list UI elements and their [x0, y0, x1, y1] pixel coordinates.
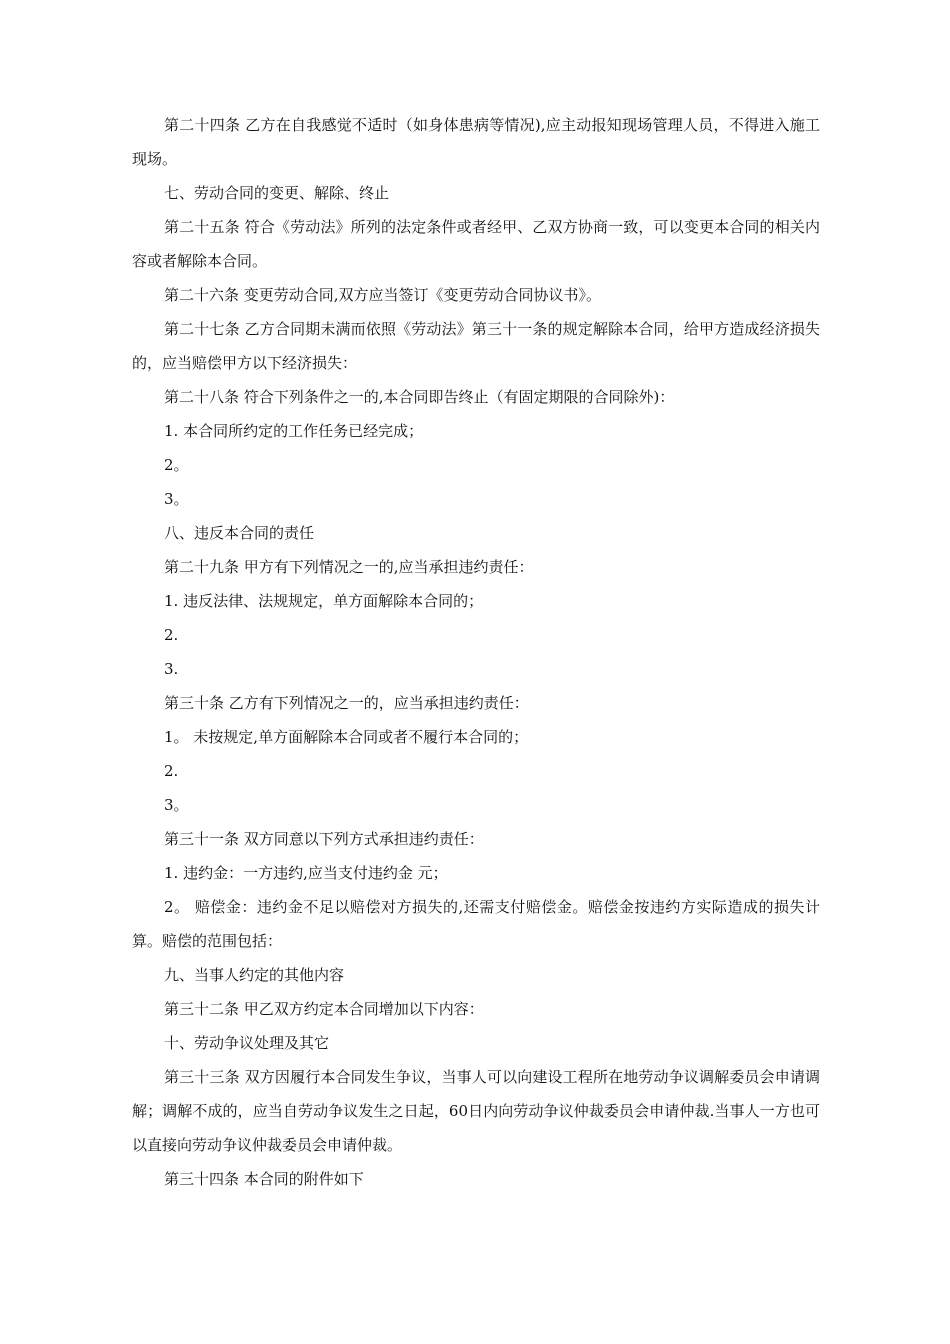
article-30-item-1: 1。 未按规定,单方面解除本合同或者不履行本合同的；	[164, 728, 529, 746]
article-34: 第三十四条 本合同的附件如下	[164, 1170, 364, 1188]
article-32: 第三十二条 甲乙双方约定本合同增加以下内容：	[164, 1000, 484, 1018]
article-28: 第二十八条 符合下列条件之一的,本合同即告终止（有固定期限的合同除外)：	[164, 388, 675, 406]
section-10-heading: 十、劳动争议处理及其它	[164, 1034, 330, 1052]
article-30: 第三十条 乙方有下列情况之一的，应当承担违约责任：	[164, 694, 529, 712]
article-29-item-1: 1. 违反法律、法规规定，单方面解除本合同的；	[164, 592, 484, 610]
article-33: 第三十三条 双方因履行本合同发生争议，当事人可以向建设工程所在地劳动争议调解委员会申请调解；调解不成的，应当自劳动争议发生之日起，60日内向劳动争议仲裁委员会申请仲裁.当事人一方也可以直接向劳动争议仲裁委员会申请仲裁。	[132, 1068, 820, 1154]
article-28-item-3: 3。	[164, 490, 189, 508]
article-29-item-2: 2.	[164, 626, 179, 644]
article-25: 第二十五条 符合《劳动法》所列的法定条件或者经甲、乙双方协商一致，可以变更本合同的相关内容或者解除本合同。	[132, 218, 820, 270]
article-31-item-1: 1. 违约金：一方违约,应当支付违约金 元；	[164, 864, 448, 882]
section-7-heading: 七、劳动合同的变更、解除、终止	[164, 184, 390, 202]
article-24: 第二十四条 乙方在自我感觉不适时（如身体患病等情况),应主动报知现场管理人员，不得进入施工现场。	[132, 116, 820, 168]
article-31: 第三十一条 双方同意以下列方式承担违约责任：	[164, 830, 484, 848]
article-29-item-3: 3.	[164, 660, 179, 678]
article-26: 第二十六条 变更劳动合同,双方应当签订《变更劳动合同协议书》。	[164, 286, 602, 304]
section-9-heading: 九、当事人约定的其他内容	[164, 966, 345, 984]
article-27: 第二十七条 乙方合同期未满而依照《劳动法》第三十一条的规定解除本合同，给甲方造成经济损失的，应当赔偿甲方以下经济损失：	[132, 320, 820, 372]
section-8-heading: 八、违反本合同的责任	[164, 524, 315, 542]
article-30-item-3: 3。	[164, 796, 189, 814]
article-31-item-2: 2。 赔偿金：违约金不足以赔偿对方损失的,还需支付赔偿金。赔偿金按违约方实际造成的损失计算。赔偿的范围包括：	[132, 898, 820, 950]
document-body	[132, 108, 820, 1196]
article-28-item-2: 2。	[164, 456, 189, 474]
article-29: 第二十九条 甲方有下列情况之一的,应当承担违约责任：	[164, 558, 534, 576]
article-28-item-1: 1. 本合同所约定的工作任务已经完成；	[164, 422, 424, 440]
article-30-item-2: 2.	[164, 762, 179, 780]
